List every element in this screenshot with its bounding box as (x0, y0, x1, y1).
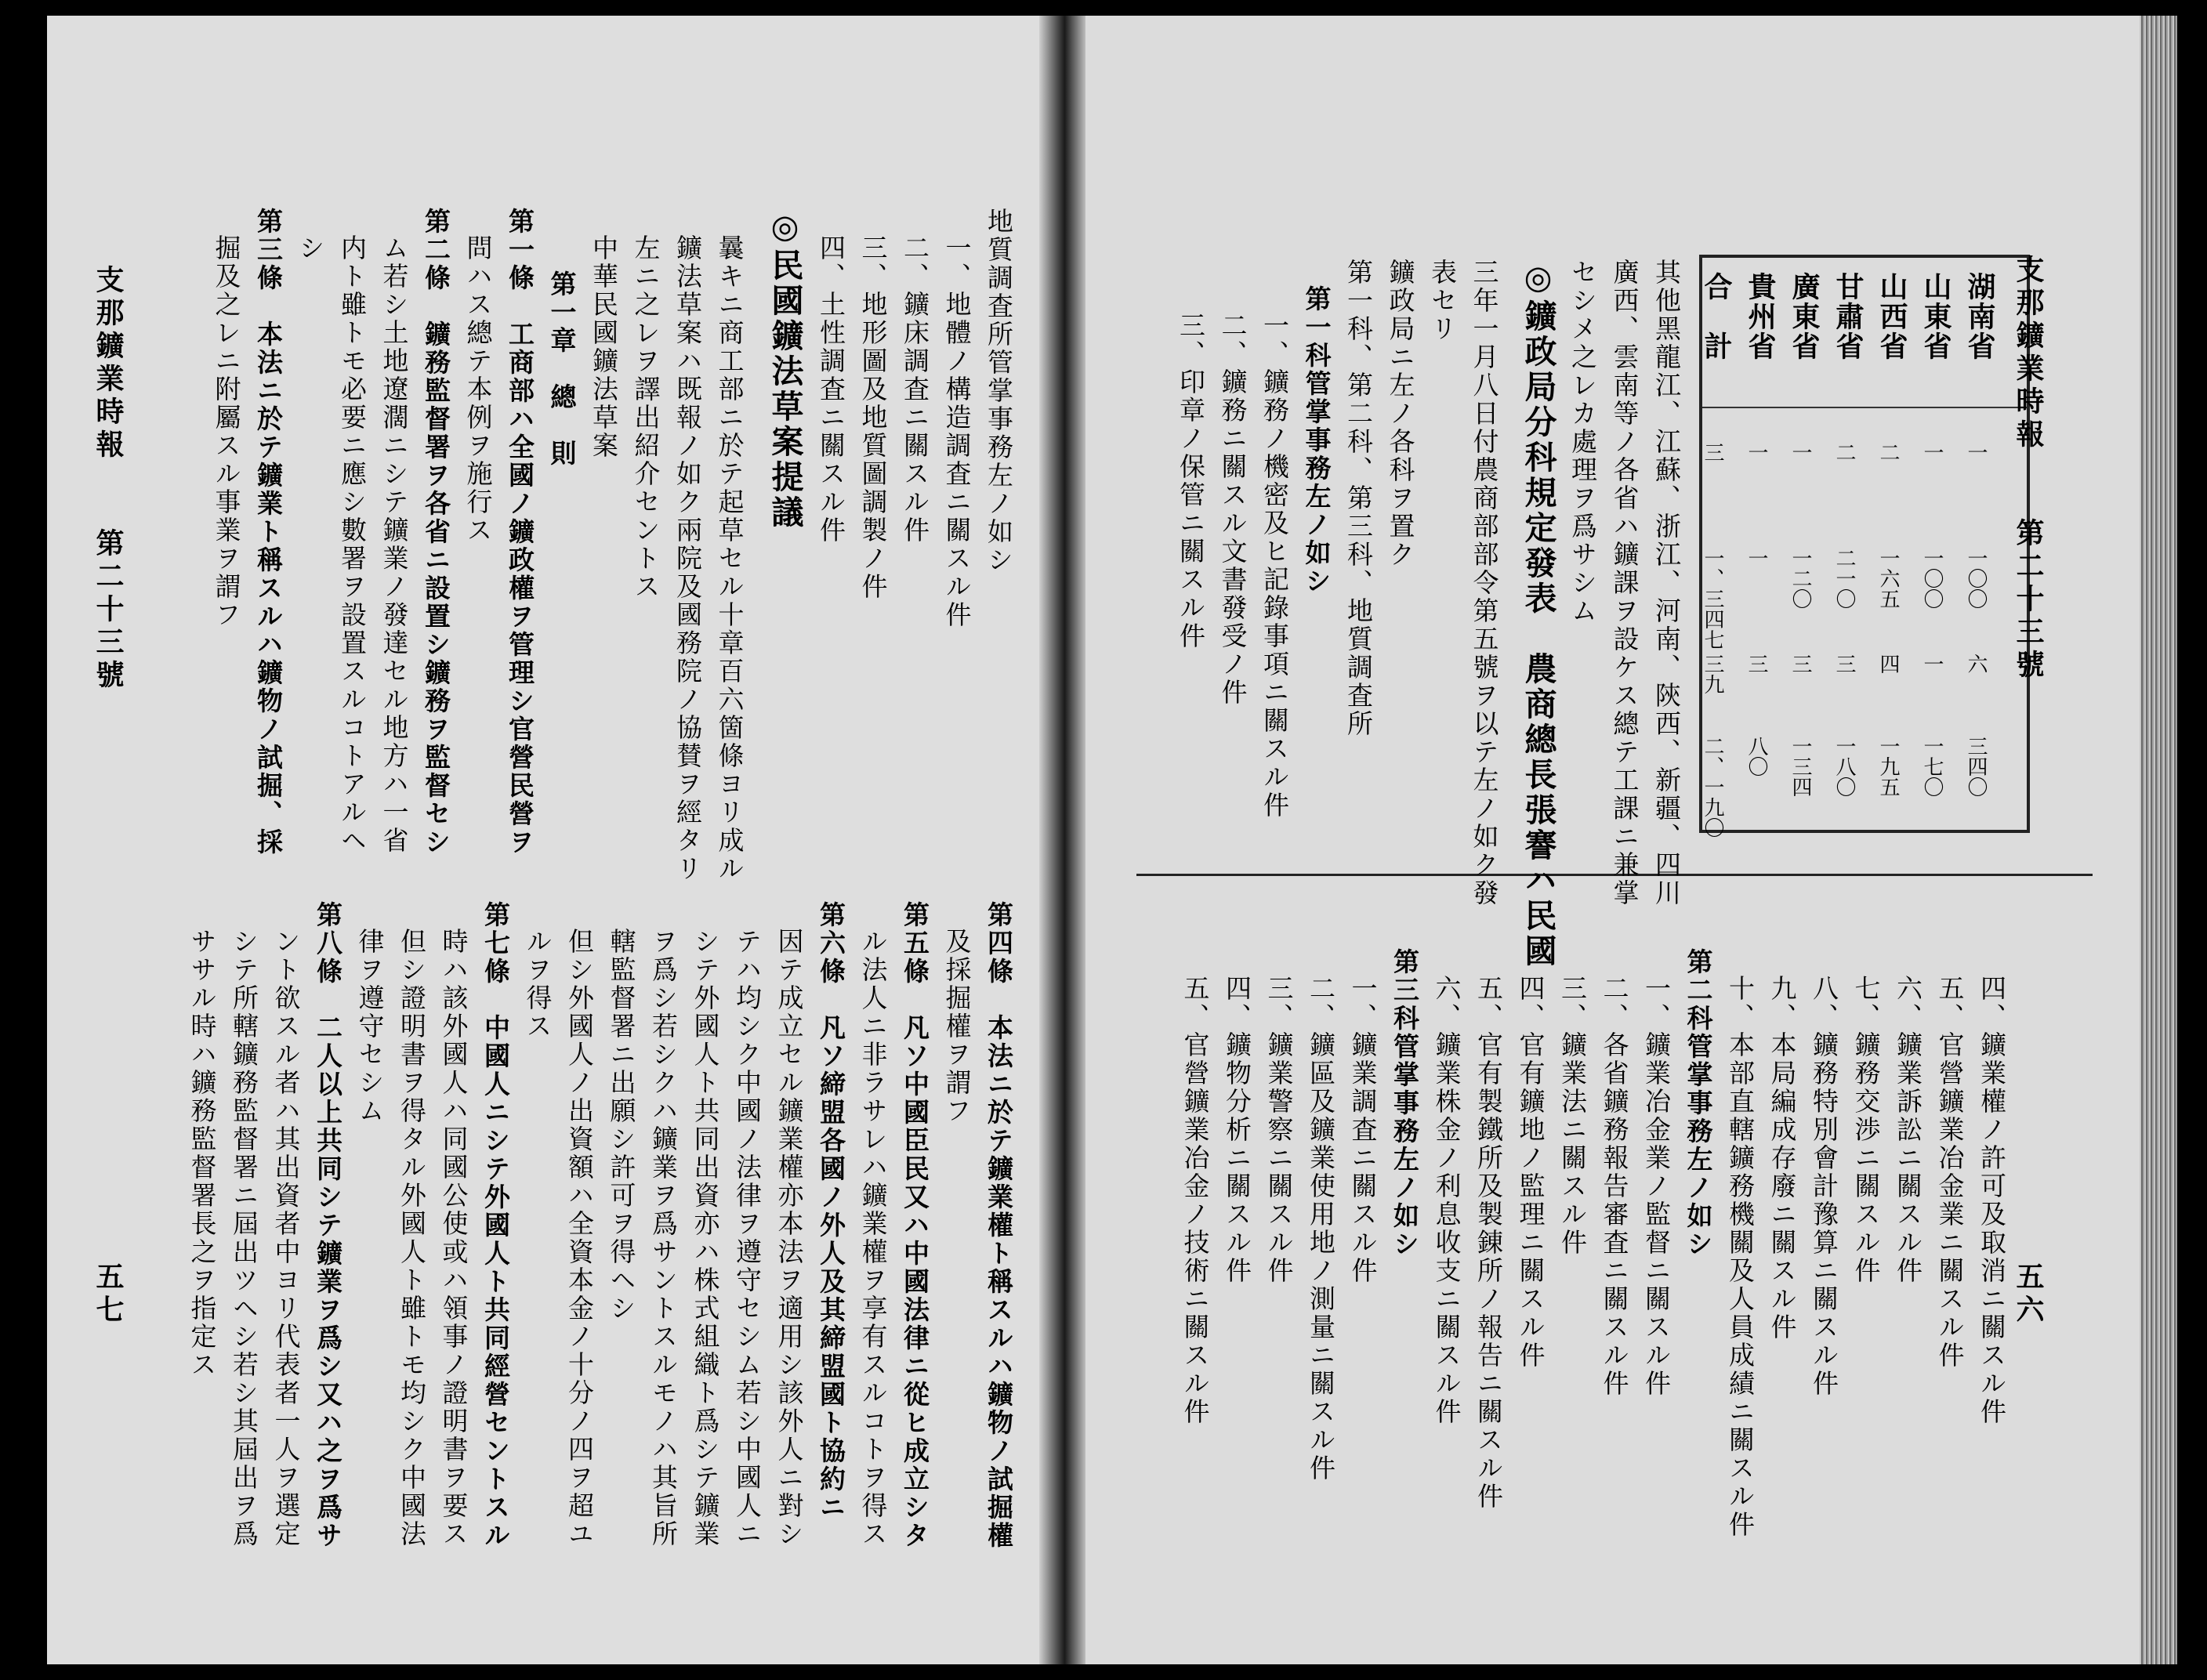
value-cell: 一七〇 (1920, 736, 1944, 797)
text-column: ルヲ得ス (522, 928, 553, 1041)
value-cell: 一〇〇 (1964, 548, 1988, 609)
text-column: 一、地體ノ構造調査ニ關スル件 (941, 234, 973, 629)
text-column: 六、鑛業株金ノ利息收支ニ關スル件 (1431, 975, 1462, 1426)
text-column: 一、鑛業調査ニ關スル件 (1347, 975, 1379, 1285)
text-column: 第六條 凡ソ締盟各國ノ外人及其締盟國ト協約ニ (816, 901, 846, 1522)
text-column: 三、鑛業法ニ關スル件 (1557, 975, 1588, 1257)
text-column: 七、鑛務交渉ニ關スル件 (1850, 975, 1882, 1285)
text-column: 掘及之レニ附屬スル事業ヲ謂フ (211, 234, 242, 629)
text-column: 其他黑龍江、江蘇、浙江、河南、陝西、新疆、四川 (1651, 259, 1682, 907)
text-column: 三、地形圖及地質圖調製ノ件 (857, 234, 889, 601)
value-cell: 三九 (1701, 654, 1724, 694)
text-column: 四、鑛物分析ニ關スル件 (1222, 975, 1252, 1285)
text-column: テハ均シク中國ノ法律ヲ遵守セシム若シ中國人ニ (732, 928, 763, 1548)
text-column: 一、鑛務ノ機密及ヒ記錄事項ニ關スル件 (1259, 312, 1290, 820)
value-cell: 八〇 (1745, 736, 1768, 777)
text-column: 四、鑛業權ノ許可及取消ニ關スル件 (1977, 975, 2007, 1426)
text-column: 第八條 二人以上共同シテ鑛業ヲ爲シ又ハ之ヲ爲サ (313, 901, 343, 1550)
text-column: 時ハ該外國人ハ同國公使或ハ領事ノ證明書ヲ要ス (438, 928, 469, 1548)
text-column: 四、官有鑛地ノ監理ニ關スル件 (1515, 975, 1546, 1370)
value-cell: 三 (1832, 654, 1856, 674)
text-column: 八、鑛務特別會計豫算ニ關スル件 (1809, 975, 1839, 1398)
value-cell: 四 (1876, 654, 1900, 674)
text-column: 問ハス總テ本例ヲ施行ス (462, 234, 494, 545)
page-number: 五七 (92, 1262, 125, 1327)
text-column: 中華民國鑛法草案 (589, 234, 619, 460)
left-page (47, 16, 1039, 1664)
value-cell: 一 (1745, 548, 1768, 568)
mining-statistics-table (1699, 255, 2030, 838)
text-column: 因テ成立セル鑛業權亦本法ヲ適用シ該外人ニ對シ (774, 928, 805, 1548)
value-cell: 六 (1964, 654, 1988, 674)
text-column: ササル時ハ鑛務監督署長之ヲ指定ス (187, 928, 218, 1379)
table-row (1873, 258, 1917, 830)
text-column: 第二條 鑛務監督署ヲ各省ニ設置シ鑛務ヲ監督セシ (421, 208, 451, 856)
value-cell: 一、三四七 (1701, 548, 1724, 650)
text-column: 鑛政局ニ左ノ各科ヲ置ク (1385, 259, 1416, 569)
province-cell: 甘肅省 (1832, 272, 1865, 361)
text-column: ◎鑛政局分科規定發表 農商總長張謇ハ民國 (1519, 259, 1557, 969)
value-cell: 一三四 (1788, 736, 1812, 797)
text-column: 第一科、第二科、第三科、地質調査所 (1343, 259, 1374, 738)
value-cell: 一八〇 (1832, 736, 1856, 797)
text-column: 轄監督署ニ出願シ許可ヲ得ヘシ (606, 928, 637, 1323)
running-header: 支那鑛業時報 第二十三號 (2012, 255, 2045, 682)
text-column: 二、鑛區及鑛業使用地ノ測量ニ關スル件 (1306, 975, 1336, 1483)
value-cell: 二一〇 (1832, 548, 1856, 609)
text-column: 鑛法草案ハ既報ノ如ク兩院及國務院ノ協賛ヲ經タリ (672, 234, 703, 883)
text-column: ヲ爲シ若シクハ鑛業ヲ爲サントスルモノハ其旨所 (648, 928, 679, 1548)
text-column: 第二科管掌事務左ノ如シ (1683, 948, 1714, 1258)
text-column: 二、鑛務ニ關スル文書發受ノ件 (1217, 312, 1248, 707)
page-number: 五六 (2012, 1262, 2045, 1327)
value-cell: 一 (1920, 442, 1944, 462)
text-column: ント欲スル者ハ其出資者中ヨリ代表者一人ヲ選定 (270, 928, 302, 1548)
value-cell: 三 (1701, 442, 1724, 462)
text-column: シテ外國人ト共同出資亦ハ株式組織ト爲シテ鑛業 (690, 928, 721, 1548)
book-gutter (1039, 16, 1085, 1664)
province-cell: 山東省 (1919, 272, 1952, 361)
running-header: 支那鑛業時報 第二十三號 (92, 265, 125, 693)
text-column: ◎民國鑛法草案提議 (766, 208, 804, 530)
text-column: 第四條 本法ニ於テ鑛業權ト稱スルハ鑛物ノ試掘權 (984, 901, 1014, 1550)
text-column: 三年一月八日付農商部部令第五號ヲ以テ左ノ如ク發 (1469, 259, 1500, 907)
text-column: 一、鑛業冶金業ノ監督ニ關スル件 (1641, 975, 1672, 1398)
text-column: 第三條 本法ニ於テ鑛業ト稱スルハ鑛物ノ試掘、採 (253, 208, 284, 856)
text-column: 五、官有製鐵所及製錬所ノ報告ニ關スル件 (1473, 975, 1504, 1511)
text-column: シ (295, 234, 326, 262)
value-cell: 三四〇 (1964, 736, 1988, 797)
value-cell: 一 (1920, 654, 1944, 674)
text-column: 曩キニ商工部ニ於テ起草セル十章百六箇條ヨリ成ル (714, 234, 745, 883)
table-row (1917, 258, 1961, 830)
text-column: 十、本部直轄鑛務機關及人員成績ニ關スル件 (1725, 975, 1756, 1539)
value-cell: 一九五 (1876, 736, 1900, 797)
text-column: 第三科管掌事務左ノ如シ (1390, 948, 1420, 1258)
text-column: 第五條 凡ソ中國臣民又ハ中國法律ニ從ヒ成立シタ (900, 901, 930, 1550)
value-cell: 一二〇 (1788, 548, 1812, 609)
value-cell: 一六五 (1876, 548, 1900, 609)
table-row (1961, 258, 2005, 830)
table-row (1785, 258, 1829, 830)
table-row (1698, 258, 1741, 838)
text-column: 九、本局編成存廢ニ關スル件 (1767, 975, 1798, 1341)
text-column: 及採掘權ヲ謂フ (941, 928, 973, 1125)
text-column: 表セリ (1427, 259, 1458, 343)
text-column: 但シ證明書ヲ得タル外國人ト雖トモ均シク中國法 (397, 928, 427, 1548)
text-column: 三、鑛業警察ニ關スル件 (1263, 975, 1295, 1285)
text-column: 三、印章ノ保管ニ關スル件 (1176, 312, 1206, 650)
table-row (1829, 258, 1873, 830)
text-column: 第一條 工商部ハ全國ノ鑛政權ヲ管理シ官營民營ヲ (505, 208, 535, 856)
value-cell: 一 (1745, 442, 1768, 462)
province-cell: 廣東省 (1788, 272, 1821, 361)
text-column: 第七條 中國人ニシテ外國人ト共同經營セントスル (480, 901, 511, 1550)
value-cell: 一 (1788, 442, 1812, 462)
value-cell: 二、一九〇 (1701, 736, 1724, 838)
text-column: 第一科管掌事務左ノ如シ (1301, 285, 1332, 596)
page-edges (2140, 16, 2177, 1664)
text-column: 第一章 總 則 (546, 270, 578, 468)
text-column: セシメ之レカ處理ヲ爲サシム (1567, 259, 1598, 625)
text-column: 二、各省鑛務報告審査ニ關スル件 (1599, 975, 1630, 1398)
value-cell: 二 (1876, 442, 1900, 462)
text-column: 四、土性調査ニ關スル件 (816, 234, 846, 545)
text-column: 二、鑛床調査ニ關スル件 (900, 234, 930, 545)
text-column: 五、官營鑛業冶金業ニ關スル件 (1934, 975, 1966, 1370)
text-column: 内ト雖トモ必要ニ應シ數署ヲ設置スルコトアルヘ (337, 234, 368, 855)
value-cell: 三 (1745, 654, 1768, 674)
value-cell: 三 (1788, 654, 1812, 674)
text-column: 六、鑛業訴訟ニ關スル件 (1893, 975, 1923, 1285)
text-column: 律ヲ遵守セシム (354, 928, 386, 1125)
text-column: 左ニ之レヲ譯出紹介セントス (630, 234, 661, 601)
province-cell: 貴州省 (1744, 272, 1777, 361)
value-cell: 二 (1832, 442, 1856, 462)
text-column: 但シ外國人ノ出資額ハ全資本金ノ十分ノ四ヲ超ユ (564, 928, 595, 1548)
province-cell: 山西省 (1875, 272, 1908, 361)
province-cell: 合 計 (1700, 272, 1733, 361)
value-cell: 一 (1964, 442, 1988, 462)
text-column: 五、官營鑛業冶金ノ技術ニ關スル件 (1180, 975, 1211, 1426)
text-column: 地質調査所管掌事務左ノ如シ (984, 208, 1014, 574)
text-column: 廣西、雲南等ノ各省ハ鑛課ヲ設ケス總テ工課ニ兼掌 (1609, 259, 1640, 907)
table-row (1741, 258, 1785, 830)
value-cell: 一〇〇 (1920, 548, 1944, 609)
province-cell: 湖南省 (1963, 272, 1996, 361)
text-column: ム若シ土地遼濶ニシテ鑛業ノ發達セル地方ハ一省 (379, 234, 410, 855)
text-column: シテ所轄鑛務監督署ニ屆出ツヘシ若シ其屆出ヲ爲 (229, 928, 259, 1548)
text-column: ル法人ニ非ラサレハ鑛業權ヲ享有スルコトヲ得ス (857, 928, 889, 1548)
